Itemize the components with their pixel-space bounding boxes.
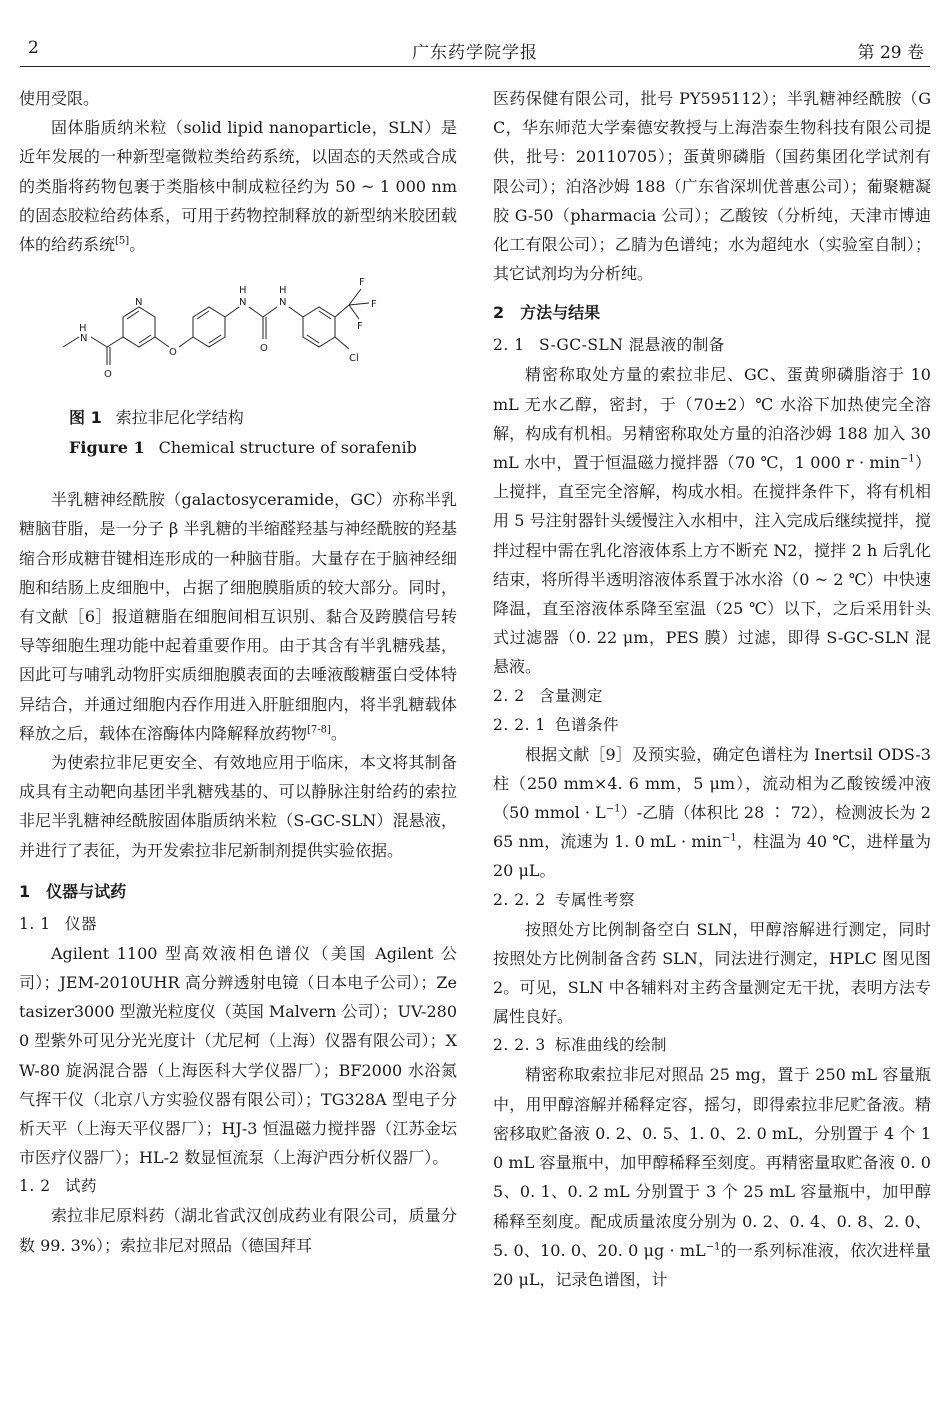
paragraph-reagents-continued: 医药保健有限公司，批号 PY595112）；半乳糖神经酰胺（GC，华东师范大学秦德安教授与上海浩泰生物科技有限公司提供，批号：20110705）；蛋黄卵磷脂（国药集团化学试剂有限公司）；泊洛沙姆 188（广东省深圳优普惠公司）；葡聚糖凝胶 G-50（pharmacia 公司）；乙酸铵（分析纯，天津市博迪化工有限公司）；乙腈为色谱纯；水为超纯水（实验室自制）；其它试剂均为分析纯。 [493, 89, 931, 284]
subsection-2-2-3 [493, 1031, 931, 1060]
atom-o3: O [260, 343, 268, 355]
atom-f2: F [371, 299, 377, 311]
caption-cn-text: 索拉非尼化学结构 [115, 408, 244, 428]
superscript: −1 [605, 803, 621, 815]
paragraph-preparation-a: 精密称取处方量的索拉非尼、GC、蛋黄卵磷脂溶于 10 mL 无水乙醇，密封，于（70±2）℃ 水浴下加热使完全溶解，构成有机相。另精密称取处方量的泊洛沙姆 188 加入 30 mL 水中，置于恒温磁力搅拌器（70 ℃，1 000 r · min [493, 365, 931, 473]
paragraph-gc-end: 。 [330, 723, 347, 743]
bond [139, 335, 151, 343]
subsection-title: 含量测定 [539, 686, 604, 705]
figure-caption-en [19, 433, 457, 463]
paragraph-sln [19, 113, 457, 259]
subsection-number: 2. 2 [493, 686, 525, 705]
subsection-2-2 [493, 682, 931, 711]
bond [91, 337, 107, 347]
paragraph-sln-text: 固体脂质纳米粒（solid lipid nanoparticle，SLN）是近年发展的一种新型毫微粒类给药系统，以固态的天然或合成的类脂将药物包裹于类脂核中制成粒径约为 50 ~ 1 000 nm 的固态胶粒给药体系，可用于药物控制释放的新型纳米胶团载体的给药系统 [19, 118, 457, 255]
paragraph-standard-curve [493, 1060, 931, 1294]
bond [63, 337, 79, 347]
subsection-title: 试药 [65, 1177, 98, 1196]
volume-label: 第 29 卷 [857, 43, 924, 63]
bond [225, 307, 239, 317]
subsection-number: 2. 2. 2 [493, 890, 546, 909]
bond [349, 305, 359, 319]
section-heading-1: 1 仪器与试药 [19, 881, 127, 901]
journal-title: 广东药学院学报 [412, 43, 538, 63]
bond [335, 305, 349, 317]
bond [197, 311, 209, 319]
paragraph-continued: 使用受限。 [19, 89, 100, 108]
subsection-2-2-1 [493, 711, 931, 740]
paragraph-specificity: 按照处方比例制备空白 SLN，甲醇溶解进行测定，同时按照处方比例制备含药 SLN，同法进行测定，HPLC 图见图 2。可见，SLN 中各辅料对主药含量测定无干扰，表明方法专属性良好。 [493, 919, 931, 1027]
paragraph-preparation-b: ）上搅拌，直至完全溶解，构成水相。在搅拌条件下，将有机相用 5 号注射器针头缓慢注入水相中，注入完成后继续搅拌，搅拌过程中需在乳化溶液体系上方不断充 N2，搅拌 2 h 后乳化结束，将所得半透明溶液体系置于冰水浴（0 ~ 2 ℃）中快速降温，直至溶液体系降至室温（25 ℃）以下，之后采用针头式过滤器（0. 22 μm，PES 膜）过滤，即得 S-GC-SLN 混悬液。 [493, 453, 931, 677]
paragraph-sln-end: 。 [129, 235, 146, 255]
bond [263, 307, 277, 317]
atom-o2: O [169, 347, 177, 359]
subsection-title: 色谱条件 [555, 715, 620, 734]
subsection-2-2-2 [493, 886, 931, 915]
bond [127, 311, 139, 319]
citation-7-8: [7-8] [307, 724, 331, 736]
figure-sorafenib-structure [19, 265, 457, 403]
paragraph-reagents: 索拉非尼原料药（湖北省武汉创成药业有限公司，质量分数 99. 3%）；索拉非尼对照品（德国拜耳 [19, 1206, 457, 1255]
bond [179, 337, 193, 347]
caption-en-text: Chemical structure of sorafenib [158, 438, 417, 458]
subsection-2-1 [493, 331, 931, 360]
paragraph-gc [19, 485, 457, 748]
figure-caption-cn [19, 403, 457, 433]
subsection-title: S-GC-SLN 混悬液的制备 [539, 336, 725, 355]
subsection-title: 仪器 [65, 914, 98, 933]
subsection-number: 2. 2. 1 [493, 715, 546, 734]
atom-n4: N [279, 297, 287, 309]
bond [307, 335, 319, 343]
atom-n1: N [80, 333, 88, 345]
right-column [493, 84, 931, 1294]
atom-h3: H [279, 285, 287, 297]
subsection-1-1 [19, 910, 457, 939]
bond [209, 335, 221, 343]
bond [319, 311, 331, 319]
bond [349, 289, 361, 305]
atom-cl: Cl [349, 353, 359, 365]
subsection-number: 2. 1 [493, 336, 525, 355]
subsection-1-2 [19, 1172, 457, 1201]
atom-h2: H [239, 285, 247, 297]
page-number: 2 [28, 38, 39, 58]
atom-o1: O [104, 369, 112, 381]
atom-n2: N [135, 297, 143, 309]
bond [289, 307, 303, 317]
caption-cn-label: 图 1 [69, 408, 102, 428]
paragraph-chromatography-a: 根据文献［9］及预实验，确定色谱柱为 Inertsil ODS-3 柱（250 mm×4. 6 mm，5 μm），流动相为乙酸铵缓冲液（50 mmol · L [493, 744, 931, 823]
phenyl-ring [193, 307, 225, 347]
bond [249, 307, 263, 317]
bond [349, 303, 369, 305]
paragraph-instruments: Agilent 1100 型高效液相色谱仪（美国 Agilent 公司）；JEM-2010UHR 高分辨透射电镜（日本电子公司）；Zetasizer3000 型激光粒度仪（英国 Malvern 公司）；UV-2800 型紫外可见分光光度计（尤尼柯（上海）仪器有限公司）；XW-80 旋涡混合器（上海医科大学仪器厂）；BF2000 水浴氮气挥干仪（北京八方实验仪器有限公司）；TG328A 型电子分析天平（上海天平仪器厂）；HJ-3 恒温磁力搅拌器（江苏金坛市医疗仪器厂）；HL-2 数显恒流泵（上海沪西分析仪器厂）。 [19, 943, 457, 1168]
paragraph-standard-curve-b: 的一系列标准液，依次进样量 20 μL，记录色谱图，计 [493, 1240, 931, 1289]
paragraph-preparation [493, 360, 931, 681]
subsection-title: 标准曲线的绘制 [555, 1036, 668, 1055]
paragraph-aim: 为使索拉非尼更安全、有效地应用于临床，本文将其制备成具有主动靶向基团半乳糖残基的、可以静脉注射给药的索拉非尼半乳糖神经酰胺固体脂质纳米粒（S-GC-SLN）混悬液，并进行了表征，为开发索拉非尼新制剂提供实验依据。 [19, 753, 457, 860]
subsection-title: 专属性考察 [555, 890, 636, 909]
paragraph-chromatography-c: ，柱温为 40 ℃，进样量为 20 μL。 [493, 832, 931, 881]
bond [335, 337, 349, 349]
atom-n3: N [239, 297, 247, 309]
section-heading-2: 2 方法与结果 [493, 303, 601, 323]
atom-f3: F [357, 321, 363, 333]
superscript: −1 [900, 453, 915, 465]
chemical-structure-diagram [59, 265, 419, 401]
paragraph-standard-curve-a: 精密称取索拉非尼对照品 25 mg，置于 250 mL 容量瓶中，用甲醇溶解并稀释定容，摇匀，即得索拉非尼贮备液。精密移取贮备液 0. 2、0. 5、1. 0、2. 0 mL，分别置于 4 个 10 mL 容量瓶中，加甲醇稀释至刻度。再精密量取贮备液 0. 05、0. 1、0. 2 mL 分别置于 3 个 25 mL 容量瓶中，加甲醇稀释至刻度。配成质量浓度分别为 0. 2、0. 4、0. 8、2. 0、5. 0、10. 0、20. 0 μg · mL [493, 1065, 931, 1260]
citation-5: [5] [115, 235, 130, 247]
paragraph-gc-text: 半乳糖神经酰胺（galactosyceramide，GC）亦称半乳糖脑苷脂，是一分子 β 半乳糖的半缩醛羟基与神经酰胺的羟基缩合形成糖苷键相连形成的一种脑苷脂。大量存在于脑神经细胞和结肠上皮细胞中，占据了细胞膜脂质的较大部分。同时，有文献［6］报道糖脂在细胞间相互识别、黏合及跨膜信号转导等细胞生理功能中起着重要作用。由于其含有半乳糖残基，因此可与哺乳动物肝实质细胞膜表面的去唾液酸糖蛋白受体特异结合，并通过细胞内吞作用进入肝脏细胞内，将半乳糖载体释放之后，载体在溶酶体内降解释放药物 [19, 490, 457, 743]
subsection-number: 2. 2. 3 [493, 1036, 546, 1055]
page-header [20, 30, 930, 70]
paragraph-chromatography [493, 740, 931, 886]
paragraph-chromatography-b: ）-乙腈（体积比 28 ∶ 72），检测波长为 265 nm，流速为 1. 0 mL · min [493, 803, 931, 852]
pyridine-ring [123, 307, 155, 347]
left-column [19, 84, 457, 1260]
subsection-number: 1. 1 [19, 914, 51, 933]
chlorophenyl-ring [303, 307, 335, 347]
atom-f1: F [359, 277, 365, 289]
bond [155, 337, 169, 347]
atom-h1: H [79, 323, 87, 335]
caption-en-label: Figure 1 [69, 438, 145, 458]
bond [107, 337, 123, 347]
superscript: −1 [705, 1241, 721, 1253]
superscript: −1 [721, 832, 737, 844]
subsection-number: 1. 2 [19, 1177, 51, 1196]
header-rule [20, 66, 930, 67]
